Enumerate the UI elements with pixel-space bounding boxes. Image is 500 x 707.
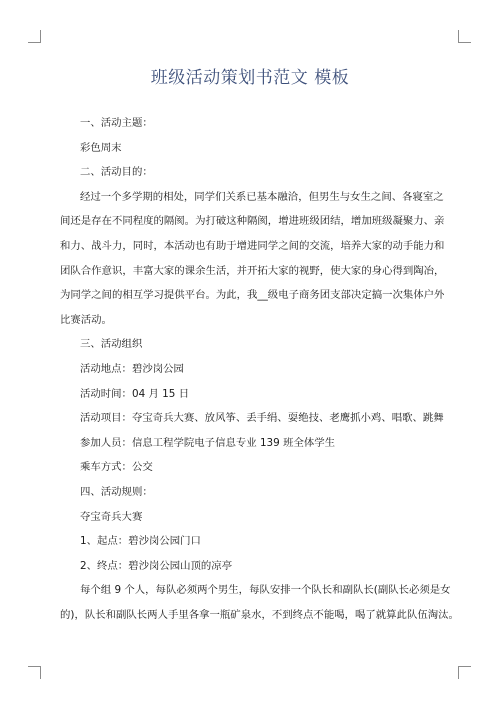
text-line: 间还是存在不同程度的隔阂。为打破这种隔阂，增进班级团结，增加班级凝聚力、亲	[60, 215, 445, 228]
text-line: 活动项目：夺宝奇兵大赛、放风筝、丢手绢、耍绝技、老鹰抓小鸡、唱歌、跳舞	[80, 412, 444, 425]
text-line: 活动地点：碧沙岗公园	[80, 362, 184, 375]
text-line: 比赛活动。	[60, 313, 112, 326]
crop-mark-bottom-left	[28, 666, 41, 679]
text-line: 经过一个多学期的相处，同学们关系已基本融洽，但男生与女生之间、各寝室之	[80, 190, 444, 203]
text-line: 二、活动目的：	[80, 166, 153, 179]
text-line: 1、起点：碧沙岗公园门口	[80, 535, 201, 548]
text-line: 夺宝奇兵大赛	[80, 510, 143, 523]
crop-mark-top-right	[458, 30, 471, 43]
text-line: 为同学之间的相互学习提供平台。为此，我__级电子商务团支部决定搞一次集体户外	[60, 289, 445, 302]
text-line: 2、终点：碧沙岗公园山顶的凉亭	[80, 559, 233, 572]
text-line: 的)，队长和副队长两人手里各拿一瓶矿泉水，不到终点不能喝，喝了就算此队伍淘汰。	[60, 608, 459, 621]
crop-mark-top-left	[28, 30, 41, 43]
text-line: 和力、战斗力，同时，本活动也有助于增进同学之间的交流，培养大家的动手能力和	[60, 239, 445, 252]
document-body	[60, 111, 459, 627]
text-line: 团队合作意识，丰富大家的课余生活，并开拓大家的视野，使大家的身心得到陶冶，	[60, 264, 445, 277]
text-line: 三、活动组织	[80, 338, 143, 351]
text-line: 四、活动规则：	[80, 485, 153, 498]
crop-mark-bottom-right	[458, 666, 471, 679]
text-line: 一、活动主题：	[80, 117, 153, 129]
text-line: 每个组 9 个人，每队必须两个男生，每队安排一个队长和副队长(副队长必须是女	[80, 584, 451, 597]
document-title: 班级活动策划书范文 模板	[150, 68, 350, 88]
text-line: 彩色周末	[80, 141, 122, 154]
text-line: 活动时间：04 月 15 日	[80, 387, 190, 400]
text-line: 参加人员：信息工程学院电子信息专业 139 班全体学生	[80, 436, 336, 449]
text-line: 乘车方式：公交	[80, 461, 153, 474]
